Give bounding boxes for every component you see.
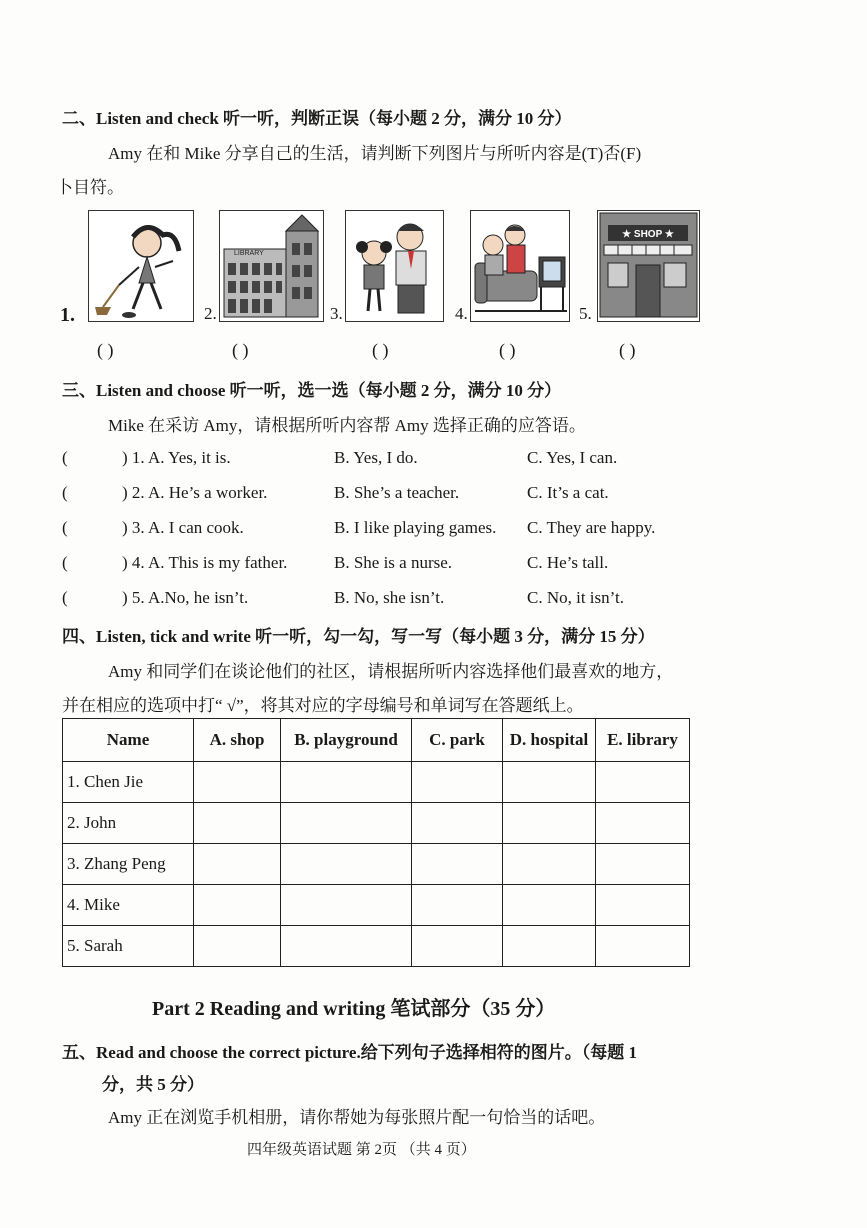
row-name: 2. John [63,803,194,844]
tick-cell[interactable] [596,926,690,967]
tick-cell[interactable] [194,926,281,967]
row-name: 4. Mike [63,885,194,926]
tick-cell[interactable] [281,844,412,885]
section-4-instruction-cont: 并在相应的选项中打“ √”，将其对应的字母编号和单词写在答题纸上。 [62,696,584,715]
option-a: ) 2. A. He’s a worker. [122,483,268,502]
option-a: ) 5. A.No, he isn’t. [122,588,249,607]
row-name: 3. Zhang Peng [63,844,194,885]
girl-and-man-icon [345,210,444,322]
section-3-instruction: Mike 在采访 Amy，请根据所听内容帮 Amy 选择正确的应答语。 [108,416,586,435]
tick-cell[interactable] [412,762,503,803]
tick-cell[interactable] [503,803,596,844]
option-c: C. No, it isn’t. [527,588,624,607]
option-b: B. I like playing games. [334,518,497,537]
answer-paren-open[interactable]: ( [62,518,68,537]
table-row [63,926,690,967]
option-c: C. Yes, I can. [527,448,618,467]
column-header: D. hospital [503,719,596,762]
answer-blank[interactable]: ( ) [232,340,249,360]
section-5-instruction: Amy 正在浏览手机相册，请你帮她为每张照片配一句恰当的话吧。 [108,1108,606,1127]
answer-paren-open[interactable]: ( [62,553,68,572]
community-table [62,718,690,967]
column-header: C. park [412,719,503,762]
picture-number: 2. [204,304,217,323]
family-on-sofa-icon [470,210,570,322]
option-a: ) 3. A. I can cook. [122,518,244,537]
answer-paren-open[interactable]: ( [62,448,68,467]
table-row [63,803,690,844]
tick-cell[interactable] [412,926,503,967]
answer-paren-open[interactable]: ( [62,483,68,502]
tick-cell[interactable] [596,885,690,926]
shop-building-icon [597,210,700,322]
tick-cell[interactable] [281,926,412,967]
picture-number: 1. [60,304,75,326]
section-2-instruction-cont: 卜目符。 [56,178,124,197]
tick-cell[interactable] [281,803,412,844]
option-b: B. She is a nurse. [334,553,453,572]
column-header: E. library [596,719,690,762]
tick-cell[interactable] [596,762,690,803]
section-5-title-cont: 分，共 5 分） [102,1075,204,1094]
tick-cell[interactable] [194,762,281,803]
tick-cell[interactable] [412,885,503,926]
section-2-title: 二、Listen and check 听一听，判断正误（每小题 2 分，满分 10 分） [62,109,572,128]
tick-cell[interactable] [412,844,503,885]
tick-cell[interactable] [194,844,281,885]
table-row [63,885,690,926]
tick-cell[interactable] [503,844,596,885]
row-name: 1. Chen Jie [63,762,194,803]
answer-paren-open[interactable]: ( [62,588,68,607]
part-2-title: Part 2 Reading and writing 笔试部分（35 分） [152,998,556,1020]
picture-number: 3. [330,304,343,323]
tick-cell[interactable] [281,885,412,926]
option-b: B. She’s a teacher. [334,483,460,502]
row-name: 5. Sarah [63,926,194,967]
tick-cell[interactable] [194,803,281,844]
tick-cell[interactable] [281,762,412,803]
section-4-title: 四、Listen, tick and write 听一听，勾一勾，写一写（每小题 3 分，满分 15 分） [62,627,655,646]
answer-blank[interactable]: ( ) [372,340,389,360]
tick-cell[interactable] [503,885,596,926]
column-header: A. shop [194,719,281,762]
page-footer: 四年级英语试题 第 2页 （共 4 页） [247,1142,476,1158]
tick-cell[interactable] [412,803,503,844]
tick-cell[interactable] [503,762,596,803]
option-a: ) 1. A. Yes, it is. [122,448,231,467]
answer-blank[interactable]: ( ) [97,340,114,360]
table-row [63,762,690,803]
option-b: B. No, she isn’t. [334,588,445,607]
section-3-title: 三、Listen and choose 听一听，选一选（每小题 2 分，满分 10 分） [62,381,562,400]
girl-sweeping-icon [88,210,194,322]
option-a: ) 4. A. This is my father. [122,553,288,572]
section-4-instruction: Amy 和同学们在谈论他们的社区，请根据所听内容选择他们最喜欢的地方， [108,662,674,681]
picture-number: 5. [579,304,592,323]
option-c: C. It’s a cat. [527,483,609,502]
option-b: B. Yes, I do. [334,448,418,467]
picture-number: 4. [455,304,468,323]
column-header: B. playground [281,719,412,762]
tick-cell[interactable] [503,926,596,967]
table-row [63,844,690,885]
tick-cell[interactable] [194,885,281,926]
answer-blank[interactable]: ( ) [499,340,516,360]
table-header-row [63,719,690,762]
option-c: C. He’s tall. [527,553,609,572]
tick-cell[interactable] [596,844,690,885]
library-building-icon [219,210,324,322]
svg-text:LIBRARY: LIBRARY [234,250,264,257]
column-header: Name [63,719,194,762]
tick-cell[interactable] [596,803,690,844]
section-2-instruction: Amy 在和 Mike 分享自己的生活，请判断下列图片与所听内容是(T)否(F) [108,144,642,163]
svg-text:★ SHOP ★: ★ SHOP ★ [622,229,674,240]
answer-blank[interactable]: ( ) [619,340,636,360]
section-5-title: 五、Read and choose the correct picture.给下列句子选择相符的图片。（每题 1 [62,1043,637,1062]
option-c: C. They are happy. [527,518,656,537]
